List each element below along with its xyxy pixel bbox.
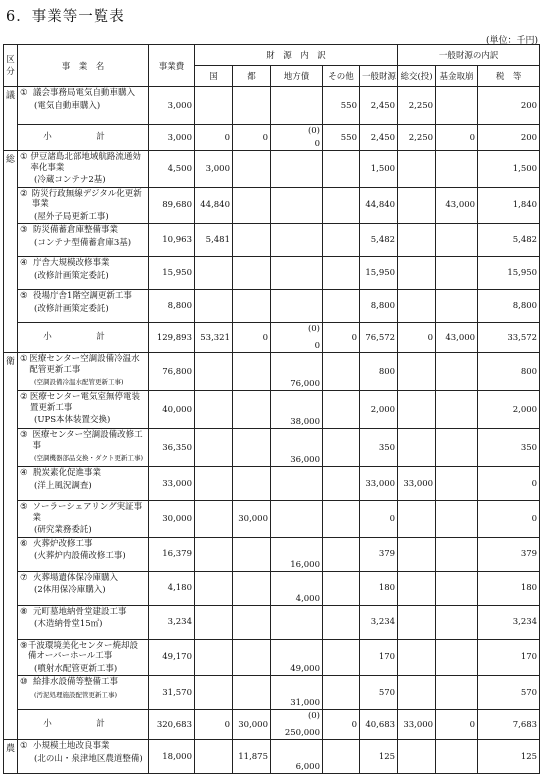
fund-cell xyxy=(436,257,478,290)
grant-cell xyxy=(398,391,436,429)
national-cell xyxy=(195,467,233,501)
bond-subtotal-paren: (0) xyxy=(307,710,320,721)
general-fund-cell: 379 xyxy=(360,537,398,571)
grant-cell: 33,000 xyxy=(398,467,436,501)
fund-cell xyxy=(436,151,478,188)
project-name-cell xyxy=(18,429,149,467)
project-detail: (木造納骨堂15㎡) xyxy=(34,619,103,629)
table-row xyxy=(4,224,540,257)
table-row xyxy=(4,353,540,391)
cost-cell: 16,379 xyxy=(149,537,195,571)
general-fund-subtotal: 40,683 xyxy=(360,710,398,740)
general-fund-cell: 44,840 xyxy=(360,187,398,224)
general-fund-cell: 1,500 xyxy=(360,151,398,188)
header-grant: 総交(投) xyxy=(398,66,436,87)
national-cell xyxy=(195,257,233,290)
cost-cell: 4,180 xyxy=(149,571,195,605)
metro-cell xyxy=(233,224,271,257)
cost-cell: 15,950 xyxy=(149,257,195,290)
metro-cell xyxy=(233,605,271,639)
project-detail: (噴射水配管更新工事) xyxy=(34,663,118,674)
national-cell xyxy=(195,353,233,391)
project-name-cell xyxy=(18,257,149,290)
cost-subtotal: 3,000 xyxy=(149,125,195,151)
project-name-cell xyxy=(18,353,149,391)
bond-cell: 16,000 xyxy=(271,537,323,571)
grant-cell xyxy=(398,257,436,290)
fund-cell xyxy=(436,605,478,639)
national-cell: 44,840 xyxy=(195,187,233,224)
item-number: ② xyxy=(20,188,28,199)
table-row xyxy=(4,187,540,224)
cost-cell: 89,680 xyxy=(149,187,195,224)
project-name-cell xyxy=(18,187,149,224)
tax-cell: 180 xyxy=(478,571,540,605)
header-row-1 xyxy=(4,45,540,66)
general-fund-subtotal: 2,450 xyxy=(360,125,398,151)
header-general: 一般財源の内訳 xyxy=(398,45,540,66)
metro-cell xyxy=(233,676,271,710)
general-fund-cell: 2,450 xyxy=(360,87,398,125)
metro-cell xyxy=(233,257,271,290)
project-name-cell xyxy=(18,537,149,571)
metro-cell xyxy=(233,467,271,501)
national-cell: 3,000 xyxy=(195,151,233,188)
project-detail: (コンテナ型備蓄倉庫3基) xyxy=(34,237,132,248)
general-fund-cell: 0 xyxy=(360,501,398,538)
cost-cell: 30,000 xyxy=(149,501,195,538)
table-row xyxy=(4,740,540,774)
header-cost: 事業費 xyxy=(149,45,195,87)
division-cell: 総 xyxy=(4,151,18,353)
tax-cell: 1,840 xyxy=(478,187,540,224)
national-cell xyxy=(195,537,233,571)
cost-subtotal: 320,683 xyxy=(149,710,195,740)
other-cell: 550 xyxy=(323,87,360,125)
cost-cell: 36,350 xyxy=(149,429,195,467)
metro-subtotal: 0 xyxy=(233,323,271,353)
cost-cell: 3,234 xyxy=(149,605,195,639)
general-fund-cell: 170 xyxy=(360,639,398,676)
cost-cell: 40,000 xyxy=(149,391,195,429)
fund-cell xyxy=(436,676,478,710)
tax-cell: 170 xyxy=(478,639,540,676)
metro-cell xyxy=(233,187,271,224)
metro-subtotal: 30,000 xyxy=(233,710,271,740)
tax-cell: 2,000 xyxy=(478,391,540,429)
cost-cell: 76,800 xyxy=(149,353,195,391)
fund-cell xyxy=(436,353,478,391)
grant-cell xyxy=(398,571,436,605)
general-fund-cell: 125 xyxy=(360,740,398,774)
bond-cell: 38,000 xyxy=(271,391,323,429)
table-row xyxy=(4,151,540,188)
general-fund-cell: 33,000 xyxy=(360,467,398,501)
table-row xyxy=(4,571,540,605)
project-name: 医療センター電気室無停電装置更新工事 xyxy=(29,392,141,413)
bond-cell: 6,000 xyxy=(271,740,323,774)
grant-cell xyxy=(398,740,436,774)
other-cell xyxy=(323,391,360,429)
fund-cell xyxy=(436,639,478,676)
other-cell xyxy=(323,257,360,290)
metro-cell: 30,000 xyxy=(233,501,271,538)
project-name: 庁舎大規模改修事業 xyxy=(33,258,110,268)
fund-cell xyxy=(436,501,478,538)
fund-subtotal: 43,000 xyxy=(436,323,478,353)
project-name: 火葬炉改修工事 xyxy=(33,538,93,549)
bond-cell: 36,000 xyxy=(271,429,323,467)
metro-cell xyxy=(233,429,271,467)
page-title: 6．事業等一覧表 xyxy=(6,9,125,25)
general-fund-cell: 2,000 xyxy=(360,391,398,429)
header-division: 区分 xyxy=(4,45,18,87)
table-row xyxy=(4,391,540,429)
tax-cell: 0 xyxy=(478,501,540,538)
table-row xyxy=(4,429,540,467)
national-subtotal: 0 xyxy=(195,125,233,151)
other-cell xyxy=(323,290,360,323)
metro-cell xyxy=(233,639,271,676)
bond-cell xyxy=(271,605,323,639)
header-finance: 財 源 内 訳 xyxy=(195,45,398,66)
project-name-cell xyxy=(18,391,149,429)
subtotal-row xyxy=(4,323,540,353)
general-fund-cell: 3,234 xyxy=(360,605,398,639)
bond-subtotal xyxy=(271,323,323,353)
grant-cell xyxy=(398,676,436,710)
project-name-cell xyxy=(18,501,149,538)
fund-cell xyxy=(436,429,478,467)
project-name-cell xyxy=(18,605,149,639)
item-number: ⑦ xyxy=(20,572,28,583)
header-metro: 都 xyxy=(233,66,271,87)
general-fund-cell: 8,800 xyxy=(360,290,398,323)
tax-cell: 0 xyxy=(478,467,540,501)
project-detail: (火葬炉内設備改修工事) xyxy=(34,551,126,561)
project-name-cell xyxy=(18,571,149,605)
project-detail: (改修計画策定委託) xyxy=(34,303,109,314)
project-name: 伊豆諸島北部地域航路流通効率化事業 xyxy=(30,152,141,173)
project-name: 脱炭素化促進事業 xyxy=(33,468,102,478)
bond-cell xyxy=(271,224,323,257)
unit-label: (単位：千円) xyxy=(485,36,538,46)
item-number: ③ xyxy=(20,225,28,235)
grant-subtotal: 33,000 xyxy=(398,710,436,740)
cost-cell: 4,500 xyxy=(149,151,195,188)
cost-cell: 18,000 xyxy=(149,740,195,774)
general-fund-cell: 5,482 xyxy=(360,224,398,257)
other-cell xyxy=(323,676,360,710)
fund-cell xyxy=(436,224,478,257)
project-name: ソーラーシェアリング実証事業 xyxy=(32,502,143,523)
item-number: ⑨ xyxy=(20,640,28,651)
metro-cell xyxy=(233,151,271,188)
project-name: 議会事務局電気自動車購入 xyxy=(33,88,136,98)
fund-cell xyxy=(436,290,478,323)
project-name-cell xyxy=(18,639,149,676)
item-number: ⑩ xyxy=(20,677,28,687)
national-cell xyxy=(195,740,233,774)
cost-cell: 3,000 xyxy=(149,87,195,125)
tax-cell: 800 xyxy=(478,353,540,391)
metro-cell xyxy=(233,290,271,323)
project-name-cell xyxy=(18,151,149,188)
table-row xyxy=(4,501,540,538)
tax-cell: 5,482 xyxy=(478,224,540,257)
item-number: ④ xyxy=(20,468,28,478)
other-cell xyxy=(323,429,360,467)
other-subtotal: 0 xyxy=(323,710,360,740)
item-number: ① xyxy=(20,354,28,364)
project-name-cell xyxy=(18,290,149,323)
fund-cell xyxy=(436,467,478,501)
fund-cell xyxy=(436,391,478,429)
project-name-cell xyxy=(18,676,149,710)
metro-cell xyxy=(233,391,271,429)
cost-cell: 31,570 xyxy=(149,676,195,710)
fund-cell xyxy=(436,537,478,571)
grant-subtotal: 0 xyxy=(398,323,436,353)
project-detail: (空調設備冷温水配管更新工事) xyxy=(34,378,124,386)
item-number: ① xyxy=(20,152,28,162)
tax-cell: 350 xyxy=(478,429,540,467)
project-name: 防災行政無線デジタル化更新事業 xyxy=(31,188,142,209)
item-number: ⑥ xyxy=(20,538,28,549)
national-cell: 5,481 xyxy=(195,224,233,257)
grant-cell xyxy=(398,429,436,467)
tax-subtotal: 33,572 xyxy=(478,323,540,353)
grant-cell: 2,250 xyxy=(398,87,436,125)
grant-cell xyxy=(398,605,436,639)
grant-cell xyxy=(398,353,436,391)
metro-cell xyxy=(233,353,271,391)
header-fund: 基金取崩 xyxy=(436,66,478,87)
project-name: 役場庁舎1階空調更新工事 xyxy=(33,291,132,301)
metro-cell: 11,875 xyxy=(233,740,271,774)
project-detail: (汚泥処理施設配管更新工事) xyxy=(34,690,118,699)
cost-cell: 33,000 xyxy=(149,467,195,501)
other-subtotal: 550 xyxy=(323,125,360,151)
grant-cell xyxy=(398,537,436,571)
subtotal-label: 小 計 xyxy=(18,125,149,151)
project-detail: (冷蔵コンテナ2基) xyxy=(34,175,106,185)
general-fund-cell: 15,950 xyxy=(360,257,398,290)
item-number: ① xyxy=(20,88,28,98)
cost-subtotal: 129,893 xyxy=(149,323,195,353)
tax-cell: 379 xyxy=(478,537,540,571)
header-tax: 税 等 xyxy=(478,66,540,87)
fund-subtotal: 0 xyxy=(436,710,478,740)
general-fund-subtotal: 76,572 xyxy=(360,323,398,353)
grant-cell xyxy=(398,501,436,538)
project-name: 医療センター空調設備改修工事 xyxy=(32,430,143,451)
item-number: ④ xyxy=(20,258,28,268)
fund-cell xyxy=(436,740,478,774)
other-subtotal: 0 xyxy=(323,323,360,353)
project-name: 火葬場遺体保冷庫購入 xyxy=(33,572,119,583)
project-detail: (電気自動車購入) xyxy=(34,100,101,111)
national-cell xyxy=(195,501,233,538)
table-row xyxy=(4,639,540,676)
header-bond: 地方債 xyxy=(271,66,323,87)
bond-subtotal-value: 0 xyxy=(314,340,320,351)
division-cell: 議 xyxy=(4,87,18,151)
bond-cell xyxy=(271,501,323,538)
project-name: 医療センター空調設備冷温水配管更新工事 xyxy=(29,354,140,375)
other-cell xyxy=(323,467,360,501)
bond-cell: 76,000 xyxy=(271,353,323,391)
fund-cell: 43,000 xyxy=(436,187,478,224)
division-cell: 衛 xyxy=(4,353,18,740)
table-row xyxy=(4,257,540,290)
tax-cell: 3,234 xyxy=(478,605,540,639)
subtotal-label: 小 計 xyxy=(18,710,149,740)
bond-cell: 4,000 xyxy=(271,571,323,605)
bond-subtotal xyxy=(271,710,323,740)
header-general-fund: 一般財源 xyxy=(360,66,398,87)
general-fund-cell: 180 xyxy=(360,571,398,605)
national-cell xyxy=(195,290,233,323)
project-name: 千波環境美化センター焼却設備オーバーホール工事 xyxy=(27,640,139,661)
project-name-cell xyxy=(18,740,149,774)
national-cell xyxy=(195,87,233,125)
project-detail: (北の山・泉津地区農道整備) xyxy=(34,753,143,764)
project-detail: (研究業務委託) xyxy=(34,525,92,535)
other-cell xyxy=(323,537,360,571)
header-project: 事 業 名 xyxy=(18,45,149,87)
subtotal-row xyxy=(4,710,540,740)
item-number: ⑤ xyxy=(20,502,28,512)
cost-cell: 10,963 xyxy=(149,224,195,257)
bond-cell xyxy=(271,87,323,125)
item-number: ② xyxy=(20,392,28,402)
project-detail: (2体用保冷庫購入) xyxy=(34,585,106,595)
other-cell xyxy=(323,353,360,391)
cost-cell: 8,800 xyxy=(149,290,195,323)
tax-cell: 570 xyxy=(478,676,540,710)
bond-subtotal xyxy=(271,125,323,151)
bond-subtotal-value: 250,000 xyxy=(284,727,320,738)
item-number: ① xyxy=(20,741,28,751)
metro-subtotal: 0 xyxy=(233,125,271,151)
cost-cell: 49,170 xyxy=(149,639,195,676)
metro-cell xyxy=(233,571,271,605)
national-subtotal: 0 xyxy=(195,710,233,740)
other-cell xyxy=(323,740,360,774)
metro-cell xyxy=(233,87,271,125)
table-row xyxy=(4,290,540,323)
header-national: 国 xyxy=(195,66,233,87)
fund-subtotal: 0 xyxy=(436,125,478,151)
other-cell xyxy=(323,151,360,188)
project-name: 給排水設備等整備工事 xyxy=(33,677,119,687)
project-name-cell xyxy=(18,87,149,125)
project-detail: (洋上風況調査) xyxy=(34,480,92,491)
tax-cell: 200 xyxy=(478,87,540,125)
tax-cell: 1,500 xyxy=(478,151,540,188)
project-name: 小規模土地改良事業 xyxy=(33,741,110,751)
bond-subtotal-paren: (0) xyxy=(307,323,320,334)
project-detail: (空調機器部品交換・ダクト更新工事) xyxy=(34,454,144,462)
grant-subtotal: 2,250 xyxy=(398,125,436,151)
grant-cell xyxy=(398,187,436,224)
division-cell: 農 xyxy=(4,740,18,774)
national-cell xyxy=(195,605,233,639)
national-subtotal: 53,321 xyxy=(195,323,233,353)
national-cell xyxy=(195,429,233,467)
item-number: ⑧ xyxy=(20,606,28,617)
other-cell xyxy=(323,571,360,605)
other-cell xyxy=(323,639,360,676)
general-fund-cell: 800 xyxy=(360,353,398,391)
bond-cell xyxy=(271,467,323,501)
bond-cell xyxy=(271,187,323,224)
fund-cell xyxy=(436,87,478,125)
bond-cell: 31,000 xyxy=(271,676,323,710)
fund-cell xyxy=(436,571,478,605)
project-name: 元町墓地納骨堂建設工事 xyxy=(33,606,127,617)
other-cell xyxy=(323,224,360,257)
tax-cell: 15,950 xyxy=(478,257,540,290)
table-row xyxy=(4,537,540,571)
other-cell xyxy=(323,187,360,224)
national-cell xyxy=(195,676,233,710)
grant-cell xyxy=(398,290,436,323)
project-name: 防災備蓄倉庫整備事業 xyxy=(33,225,119,235)
other-cell xyxy=(323,605,360,639)
table-row xyxy=(4,605,540,639)
subtotal-row xyxy=(4,125,540,151)
general-fund-cell: 570 xyxy=(360,676,398,710)
tax-cell: 125 xyxy=(478,740,540,774)
project-detail: (改修計画策定委託) xyxy=(34,270,109,281)
national-cell xyxy=(195,639,233,676)
metro-cell xyxy=(233,537,271,571)
bond-cell: 49,000 xyxy=(271,639,323,676)
national-cell xyxy=(195,391,233,429)
tax-subtotal: 7,683 xyxy=(478,710,540,740)
project-detail: (屋外子局更新工事) xyxy=(34,211,109,222)
item-number: ③ xyxy=(20,430,28,440)
bond-cell xyxy=(271,151,323,188)
project-detail: (UPS本体装置交換) xyxy=(34,415,111,425)
item-number: ⑤ xyxy=(20,291,28,301)
table-row xyxy=(4,467,540,501)
grant-cell xyxy=(398,224,436,257)
bond-cell xyxy=(271,257,323,290)
other-cell xyxy=(323,501,360,538)
general-fund-cell: 350 xyxy=(360,429,398,467)
project-table xyxy=(3,44,540,774)
bond-cell xyxy=(271,290,323,323)
tax-subtotal: 200 xyxy=(478,125,540,151)
national-cell xyxy=(195,571,233,605)
project-name-cell xyxy=(18,224,149,257)
bond-subtotal-paren: (0) xyxy=(307,125,320,136)
table-row xyxy=(4,87,540,125)
table-row xyxy=(4,676,540,710)
bond-subtotal-value: 0 xyxy=(314,138,320,149)
header-other: その他 xyxy=(323,66,360,87)
subtotal-label: 小 計 xyxy=(18,323,149,353)
grant-cell xyxy=(398,151,436,188)
project-name-cell xyxy=(18,467,149,501)
grant-cell xyxy=(398,639,436,676)
tax-cell: 8,800 xyxy=(478,290,540,323)
